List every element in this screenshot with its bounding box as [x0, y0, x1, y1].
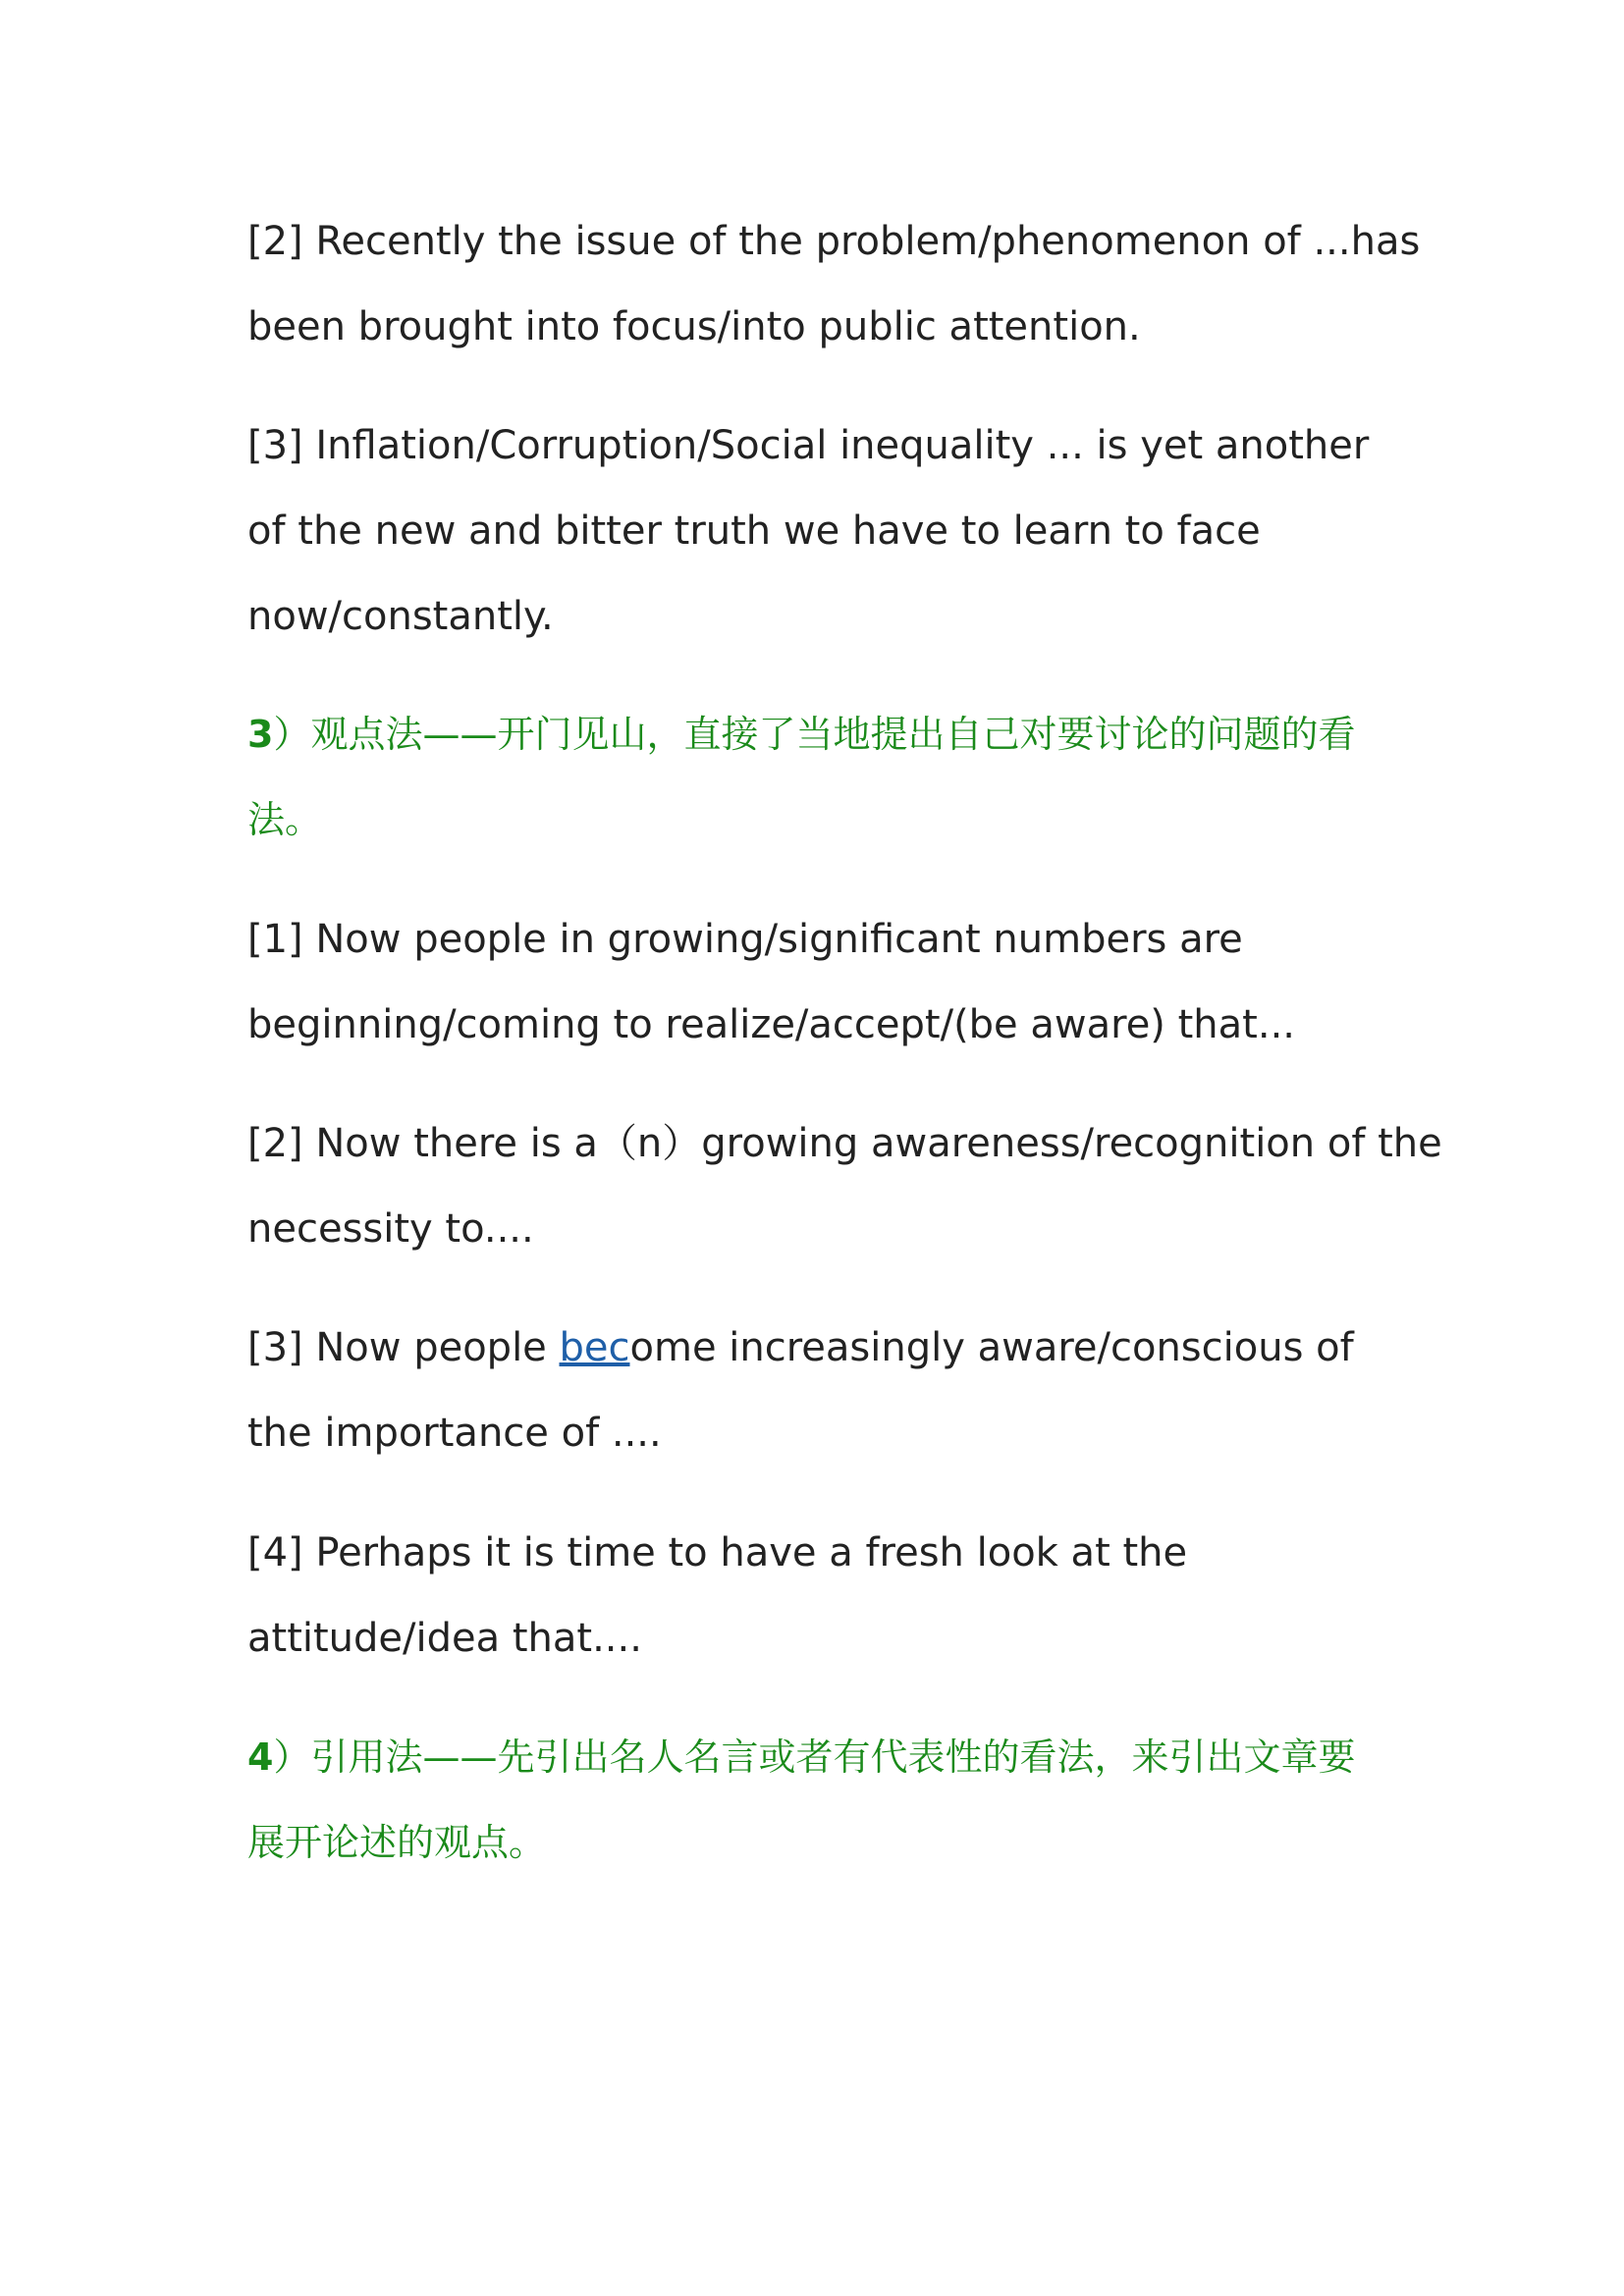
section-number: 4: [247, 1735, 274, 1779]
hyperlink[interactable]: bec: [559, 1325, 630, 1370]
section-heading-quotation-method: [247, 1715, 1406, 1886]
sentence-example-3b: [247, 1306, 1406, 1476]
text-line: now/constantly.: [247, 594, 554, 639]
text-line: the importance of ....: [247, 1411, 662, 1456]
text-line: beginning/coming to realize/accept/(be aware) that...: [247, 1002, 1295, 1047]
heading-line: 法。: [247, 798, 323, 841]
text-line: [247, 1306, 1406, 1391]
text-line: [2] Recently the issue of the problem/phenomenon of ...has: [247, 219, 1421, 264]
heading-line: 展开论述的观点。: [247, 1821, 547, 1864]
sentence-example-3: [247, 403, 1406, 660]
text-line: attitude/idea that....: [247, 1616, 642, 1661]
text-line: [2] Now there is a（n）growing awareness/recognition of the: [247, 1121, 1442, 1166]
text-line: been brought into focus/into public attention.: [247, 304, 1141, 349]
sentence-example-4: [247, 1511, 1406, 1682]
text-segment: [3] Now people: [247, 1325, 560, 1370]
heading-text: ）观点法——开门见山，直接了当地提出自己对要讨论的问题的看: [273, 713, 1356, 756]
heading-text: ）引用法——先引出名人名言或者有代表性的看法，来引出文章要: [273, 1735, 1356, 1779]
text-line: necessity to....: [247, 1206, 534, 1252]
section-number: 3: [247, 713, 274, 756]
sentence-example-2b: [247, 1101, 1442, 1272]
text-line: [1] Now people in growing/significant numbers are: [247, 917, 1243, 962]
sentence-example-1: [247, 897, 1406, 1068]
text-line: of the new and bitter truth we have to learn to face: [247, 508, 1261, 554]
text-segment: ome increasingly aware/conscious of: [629, 1325, 1354, 1370]
text-line: [4] Perhaps it is time to have a fresh look at the: [247, 1530, 1188, 1575]
heading-line: [247, 692, 1406, 777]
section-heading-opinion-method: [247, 692, 1406, 863]
heading-line: [247, 1715, 1406, 1800]
text-line: [3] Inflation/Corruption/Social inequality ... is yet another: [247, 423, 1370, 468]
sentence-example-2: [247, 199, 1421, 370]
